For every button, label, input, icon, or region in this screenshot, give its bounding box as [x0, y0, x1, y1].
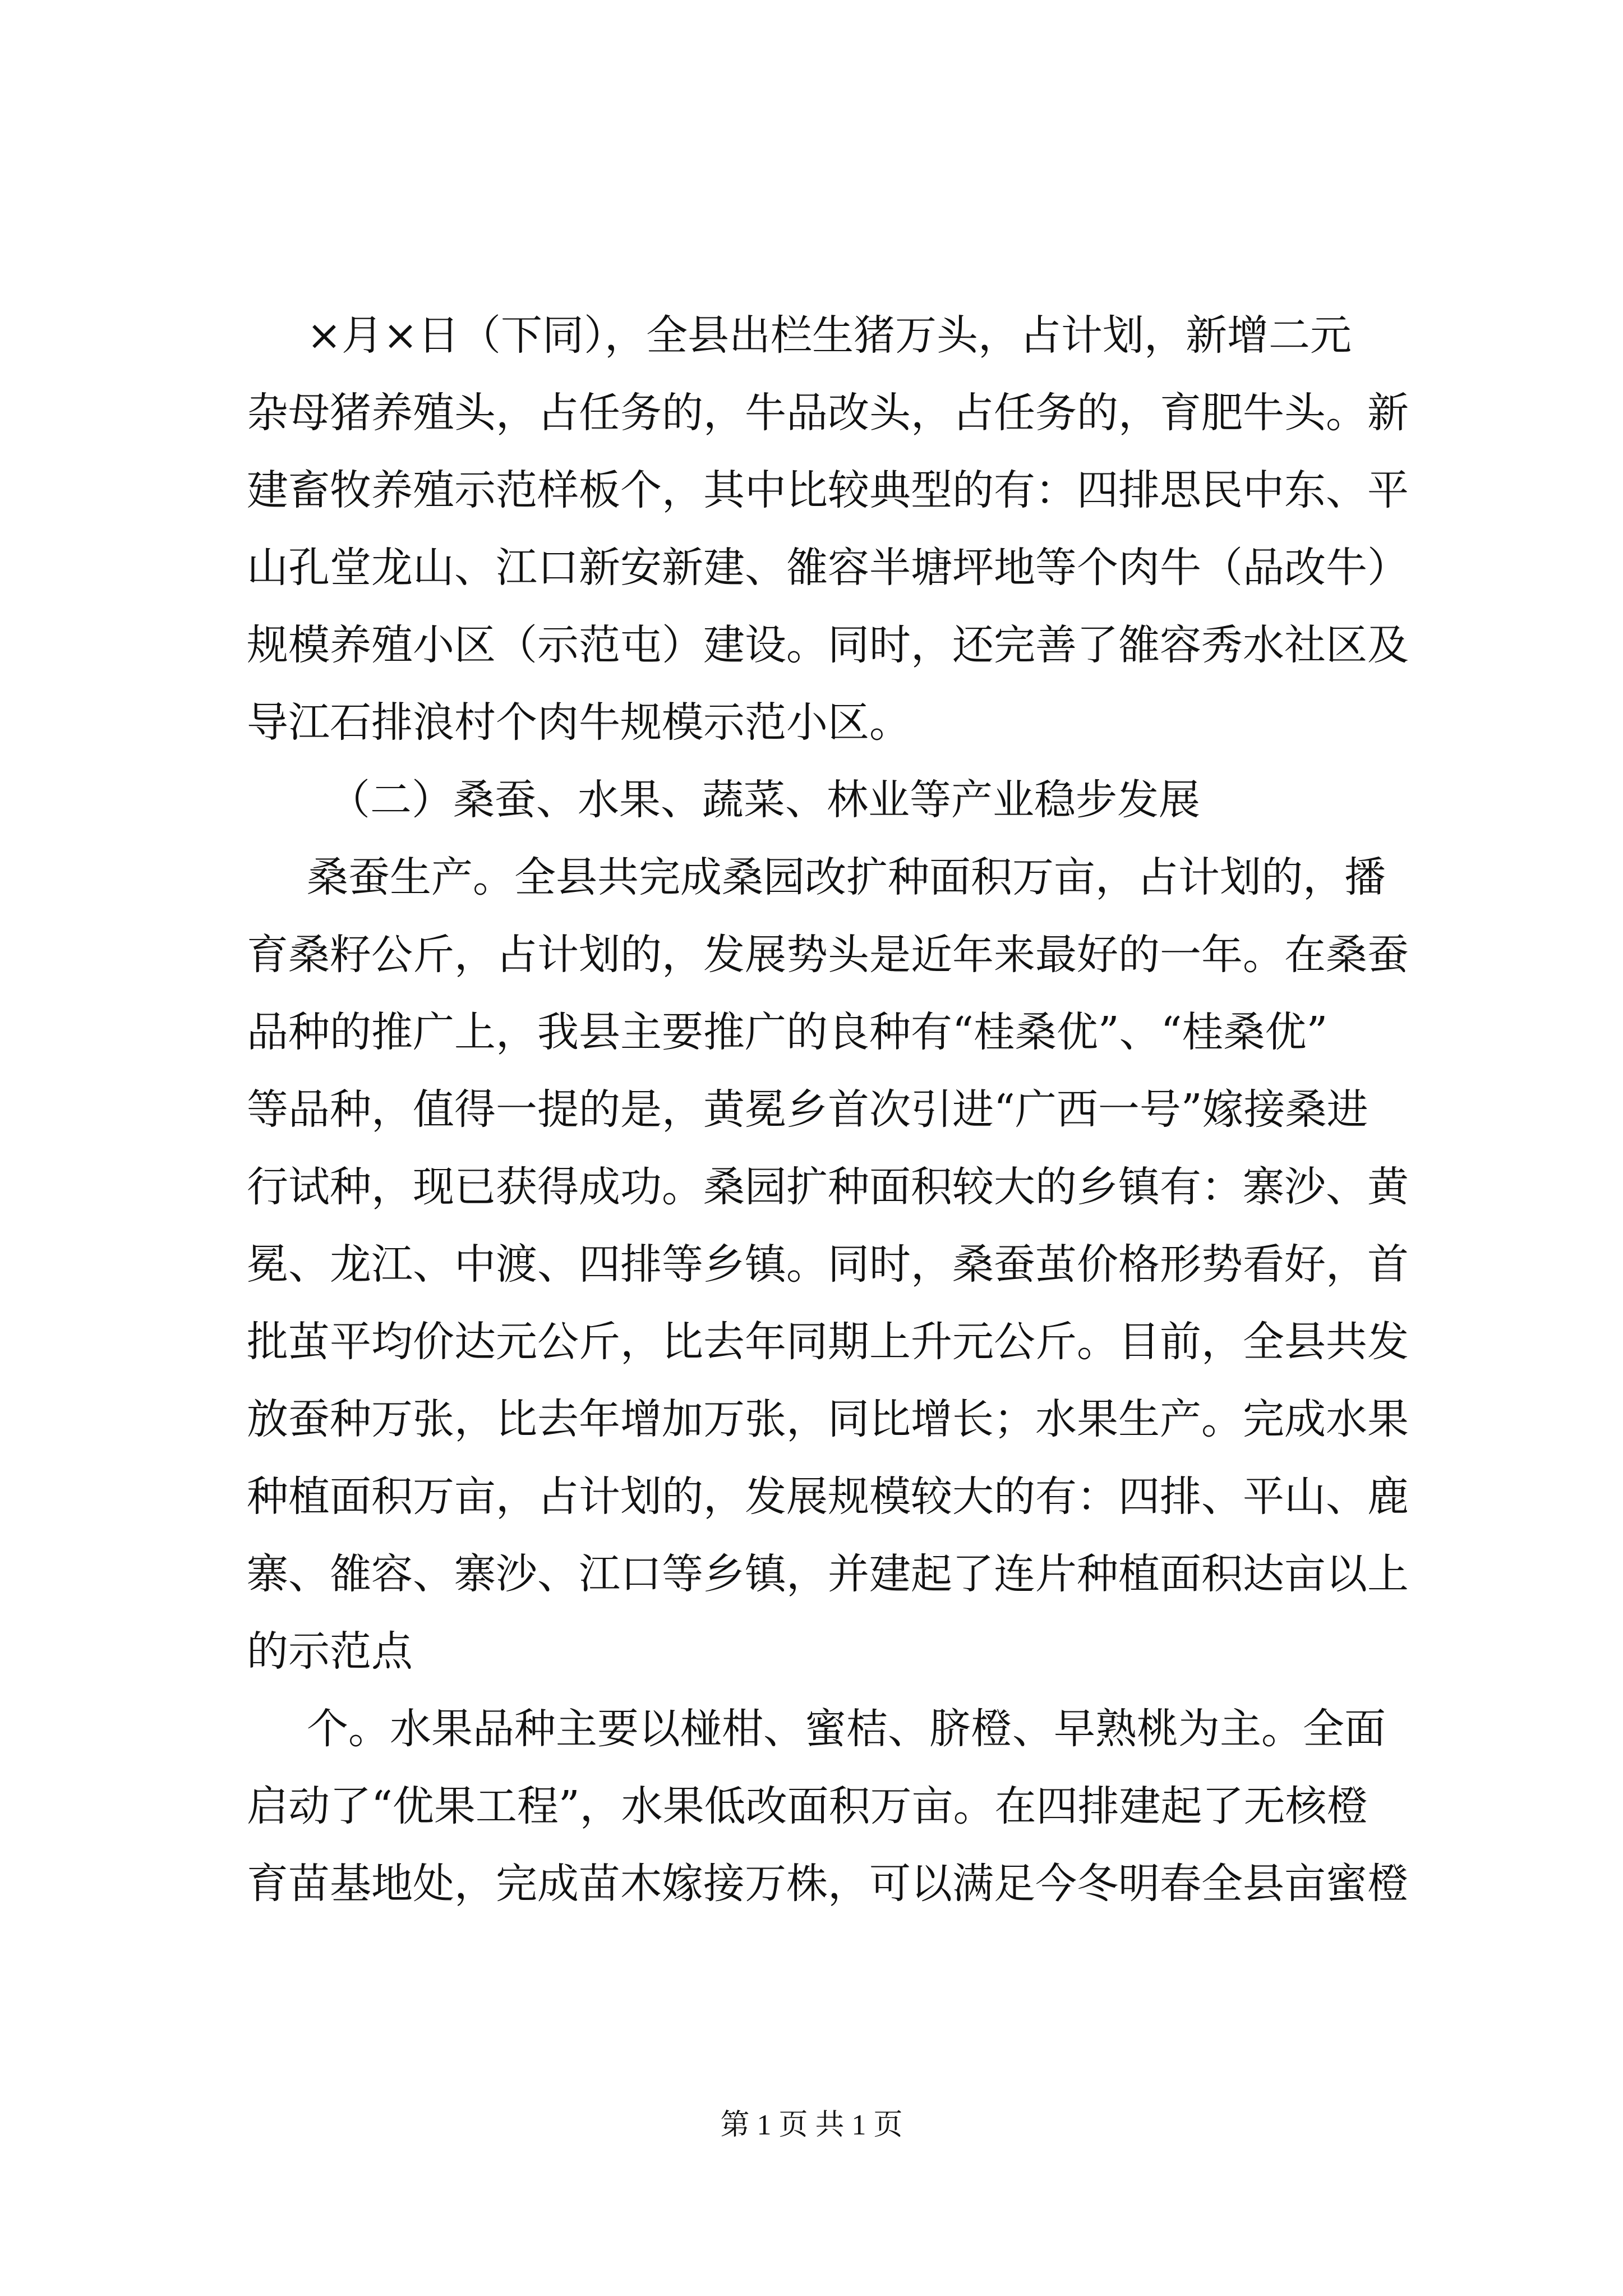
text-line: 育苗基地处，完成苗木嫁接万株，可以满足今冬明春全县亩蜜橙 [247, 1860, 1409, 1908]
text-line: 品种的推广上，我县主要推广的良种有“桂桑优”、“桂桑优” [247, 1008, 1328, 1056]
page-number: 第 1 页 共 1 页 [720, 2109, 903, 2141]
text-line: 的示范点 [247, 1627, 413, 1676]
text-line: 导江石排浪村个肉牛规模示范小区。 [247, 698, 911, 747]
text-line: 等品种，值得一提的是，黄冕乡首次引进“广西一号”嫁接桑进 [247, 1085, 1368, 1134]
text-line: 启动了“优果工程”，水果低改面积万亩。在四排建起了无核橙 [247, 1782, 1368, 1830]
text-line: 种植面积万亩，占计划的，发展规模较大的有：四排、平山、鹿 [247, 1473, 1409, 1521]
text-line: 个。水果品种主要以椪柑、蜜桔、脐橙、早熟桃为主。全面 [307, 1705, 1386, 1753]
text-line: 行试种，现已获得成功。桑园扩种面积较大的乡镇有：寨沙、黄 [247, 1163, 1409, 1211]
text-line: 放蚕种万张，比去年增加万张，同比增长；水果生产。完成水果 [247, 1395, 1409, 1443]
text-line: 桑蚕生产。全县共完成桑园改扩种面积万亩，占计划的，播 [307, 853, 1386, 901]
text-line: 规模养殖小区（示范屯）建设。同时，还完善了雒容秀水社区及 [247, 621, 1409, 669]
text-line: 育桑籽公斤，占计划的，发展势头是近年来最好的一年。在桑蚕 [247, 931, 1409, 979]
text-line: 山孔堂龙山、江口新安新建、雒容半塘坪地等个肉牛（品改牛） [247, 544, 1409, 592]
text-line: 批茧平均价达元公斤，比去年同期上升元公斤。目前，全县共发 [247, 1318, 1409, 1366]
section-heading: （二）桑蚕、水果、蔬菜、林业等产业稳步发展 [329, 776, 1200, 824]
page-footer [0, 2103, 1623, 2148]
text-line: 建畜牧养殖示范样板个，其中比较典型的有：四排思民中东、平 [247, 466, 1409, 514]
text-line: 杂母猪养殖头，占任务的，牛品改头，占任务的，育肥牛头。新 [247, 389, 1409, 437]
text-line: 寨、雒容、寨沙、江口等乡镇，并建起了连片种植面积达亩以上 [247, 1550, 1409, 1598]
text-line: 冕、龙江、中渡、四排等乡镇。同时，桑蚕茧价格形势看好，首 [247, 1240, 1409, 1289]
text-line: ×月×日（下同），全县出栏生猪万头，占计划，新增二元 [307, 311, 1352, 360]
